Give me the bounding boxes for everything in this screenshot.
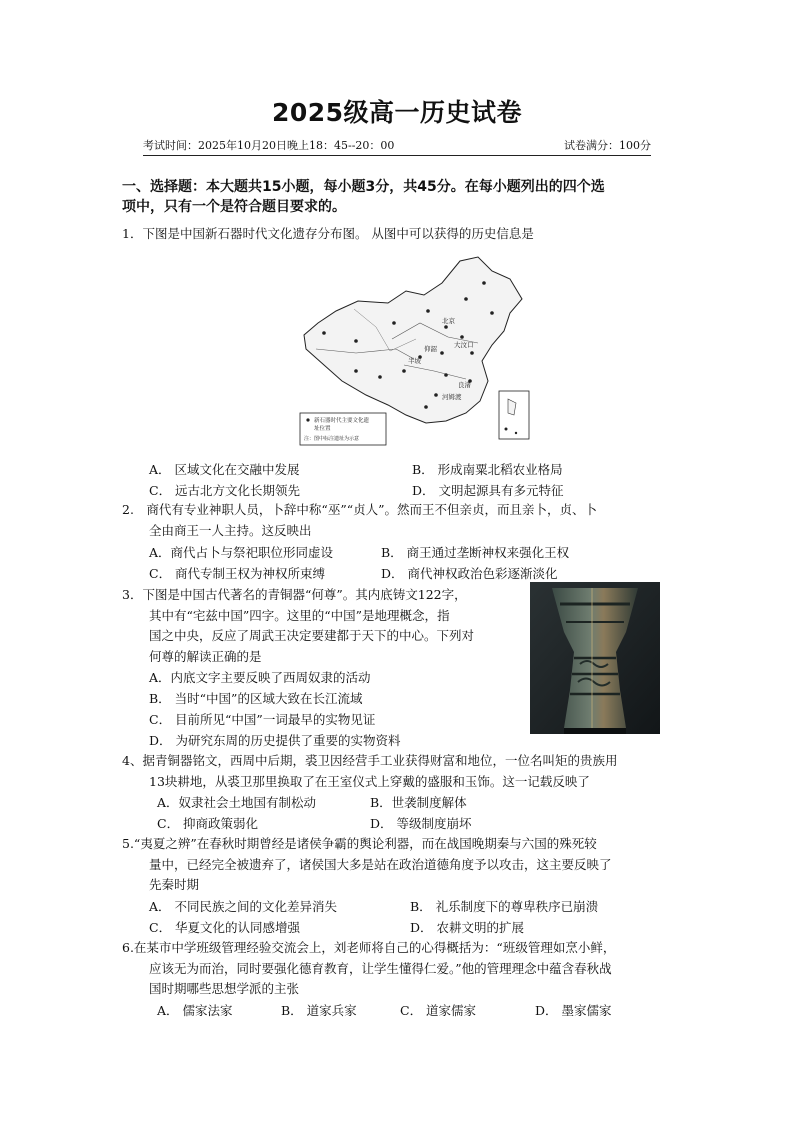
- q4-line-2: 13块耕地，从裘卫那里换取了在王室仪式上穿戴的盛服和玉饰。这一记载反映了: [149, 773, 590, 789]
- section-heading: [122, 177, 674, 217]
- q4-option-a: A．奴隶社会土地国有制松动: [157, 795, 317, 810]
- question-2-stem: [122, 500, 597, 541]
- q5-line-1: 5.“夷夏之辨”在春秋时期曾经是诸侯争霸的舆论利器，而在战国晚期秦与六国的殊死较: [122, 836, 597, 851]
- q5-option-d: D． 农耕文明的扩展: [410, 920, 524, 935]
- map-label-beijing: 北京: [442, 317, 455, 325]
- q4-option-b: B．世袭制度解体: [370, 795, 467, 810]
- map-label-hemudu: 河姆渡: [442, 393, 462, 401]
- q4-option-c: C． 抑商政策弱化: [157, 816, 259, 831]
- q1-option-a: A． 区域文化在交融中发展: [149, 462, 300, 477]
- q4-line-1: 4、据青铜器铭文，西周中后期，裘卫因经营手工业获得财富和地位，一位名叫矩的贵族用: [122, 753, 618, 768]
- q3-line-2: 其中有“宅兹中国”四字。这里的“中国”是地理概念，指: [149, 607, 450, 623]
- q3-line-4: 何尊的解读正确的是: [149, 648, 262, 664]
- q1-option-d: D． 文明起源具有多元特征: [412, 483, 564, 498]
- question-4-stem: [122, 751, 617, 792]
- map-label-banpo: 半坡: [408, 357, 421, 365]
- q2-option-a: A．商代占卜与祭祀职位形同虚设: [149, 545, 334, 560]
- map-label-dawenkou: 大汶口: [454, 341, 474, 349]
- full-score: 试卷满分：100分: [564, 139, 651, 152]
- question-5-stem: [122, 834, 612, 896]
- q3-line-3: 国之中央，反应了周武王决定要建都于天下的中心。下列对: [149, 628, 475, 643]
- q3-option-b: B． 当时“中国”的区域大致在长江流域: [149, 691, 363, 706]
- map-legend-line-2: 址位置: [314, 426, 331, 432]
- q6-option-d: D． 墨家儒家: [535, 1003, 612, 1018]
- q5-line-3: 先秦时期: [149, 877, 200, 892]
- q5-option-c: C． 华夏文化的认同感增强: [149, 920, 301, 935]
- exam-title: 2025级高一历史试卷: [271, 98, 523, 127]
- exam-meta-line: [143, 137, 651, 156]
- map-label-yangshao: 仰韶: [424, 345, 437, 353]
- q6-option-b: B． 道家兵家: [281, 1003, 357, 1018]
- he-zun-bronze-vessel-photo: [530, 582, 660, 734]
- question-3-stem: [122, 585, 474, 667]
- q6-line-3: 国时期哪些思想学派的主张: [149, 981, 300, 996]
- q2-line-2: 全由商王一人主持。这反映出: [149, 522, 312, 538]
- q2-option-d: D． 商代神权政治色彩逐渐淡化: [381, 566, 558, 581]
- q6-line-1: 6.在某市中学班级管理经验交流会上，刘老师将自己的心得概括为：“班级管理如烹小鲜，: [122, 940, 616, 955]
- q5-option-b: B． 礼乐制度下的尊卑秩序已崩溃: [410, 899, 599, 914]
- q2-option-b: B． 商王通过垄断神权来强化王权: [381, 545, 570, 560]
- q1-option-b: B． 形成南粟北稻农业格局: [412, 462, 563, 477]
- question-1-stem: 1．下图是中国新石器时代文化遗存分布图。 从图中可以获得的历史信息是: [122, 226, 534, 241]
- neolithic-sites-map: [296, 253, 540, 449]
- map-label-liangzhu: 良渚: [458, 381, 471, 389]
- q3-option-c: C． 目前所见“中国”一词最早的实物见证: [149, 712, 376, 727]
- section-heading-line-2: 项中，只有一个是符合题目要求的。: [122, 199, 346, 215]
- section-heading-line-1: 一、选择题：本大题共15小题，每小题3分，共45分。在每小题列出的四个选: [122, 179, 605, 195]
- q6-option-a: A． 儒家法家: [157, 1003, 233, 1018]
- q3-option-a: A．内底文字主要反映了西周奴隶的活动: [149, 670, 371, 685]
- q4-option-d: D． 等级制度崩坏: [370, 816, 472, 831]
- exam-time: 考试时间：2025年10月20日晚上18：45--20：00: [143, 139, 395, 152]
- question-6-stem: [122, 938, 615, 1000]
- map-legend-line-1: 新石器时代主要文化遗: [314, 418, 370, 424]
- q5-option-a: A． 不同民族之间的文化差异消失: [149, 899, 338, 914]
- q1-option-c: C． 远古北方文化长期领先: [149, 483, 301, 498]
- q2-line-1: 2. 商代有专业神职人员，卜辞中称“巫”“贞人”。然而王不但亲贞，而且亲卜，贞、卜: [122, 502, 597, 517]
- q2-option-c: C． 商代专制王权为神权所束缚: [149, 566, 326, 581]
- q3-option-d: D． 为研究东周的历史提供了重要的实物资料: [149, 733, 401, 748]
- q3-line-1: 3．下图是中国古代著名的青铜器“何尊”。其内底铸文122字，: [122, 587, 467, 602]
- q5-line-2: 量中，已经完全被遗弃了，诸侯国大多是站在政治道德角度予以攻击，这主要反映了: [149, 856, 612, 872]
- q6-line-2: 应该无为而治，同时要强化德育教育，让学生懂得仁爱。”他的管理理念中蕴含春秋战: [149, 960, 612, 976]
- q6-option-c: C． 道家儒家: [400, 1003, 477, 1018]
- map-legend-note: 注：图中标注遗址为示意: [304, 436, 360, 442]
